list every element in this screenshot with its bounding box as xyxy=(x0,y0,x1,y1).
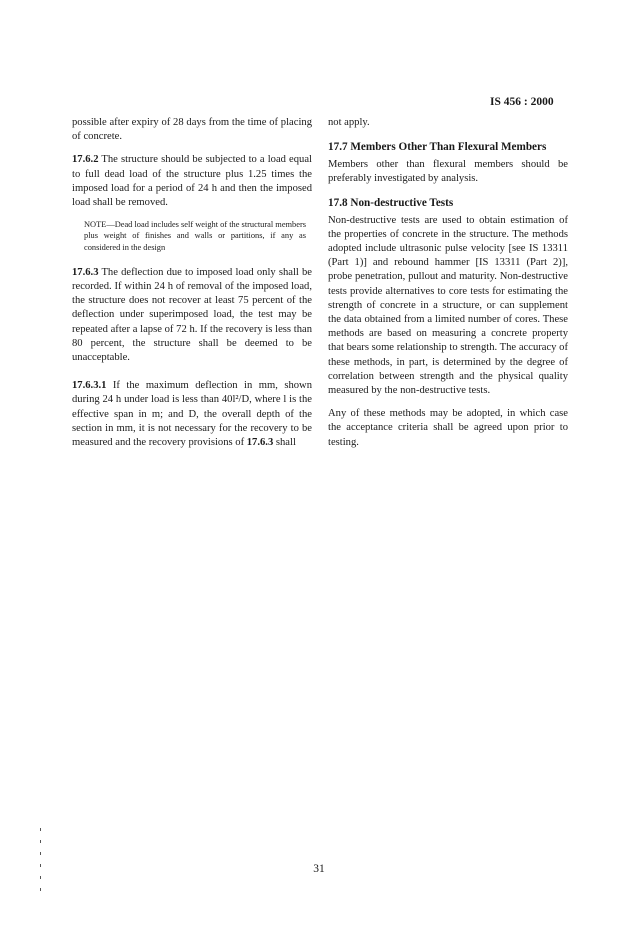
note: NOTE—Dead load includes self weight of the structural members plus weight of finishes and walls or partitions, if any as considered in the design xyxy=(84,220,306,252)
page-number: 31 xyxy=(313,863,325,875)
clause-text: If the maximum deflection in mm, shown during 24 h under load is less than 40l²/D, where l is the effective span in m; and D, the overall depth of the section in mm, it is not necessary for the recovery to be measured and the recovery provisions of xyxy=(72,380,312,449)
left-column xyxy=(72,116,312,459)
clause-number: 17.6.2 xyxy=(72,154,99,166)
clause-reference: 17.6.3 xyxy=(246,437,274,449)
clause-number: 17.6.3 xyxy=(72,266,99,278)
continued-text: not apply. xyxy=(328,117,370,128)
standard-number: IS 456 : 2000 xyxy=(490,96,554,108)
clause-17-6-3 xyxy=(72,266,312,365)
clause-text: The structure should be subjected to a load equal to full dead load of the structure plus 1.25 times the imposed load for a period of 24 h and then the imposed load shall be removed. xyxy=(72,154,312,209)
section-17-7-text: Members other than flexural members should be preferably investigated by analysis. xyxy=(328,159,568,185)
section-17-8-text-2: Any of these methods may be adopted, in which case the acceptance criteria shall be agreed upon prior to testing. xyxy=(328,408,568,448)
clause-17-6-2 xyxy=(72,153,312,210)
intro-paragraph: possible after expiry of 28 days from the time of placing of concrete. xyxy=(72,117,312,143)
section-heading-17-7: 17.7 Members Other Than Flexural Members xyxy=(328,141,547,154)
clause-text-end: shall xyxy=(275,437,296,449)
clause-17-6-3-1 xyxy=(72,379,312,450)
right-column xyxy=(328,116,568,459)
section-17-8-text: Non-destructive tests are used to obtain estimation of the properties of concrete in the structure. The methods adopted include ultrasonic pulse velocity [see IS 13311 (Part 1)] and rebound hammer [IS 13311 (Part 2)], probe penetration, pullout and maturity. Non-destructive tests provide alternatives to core tests for estimating the strength of concrete in a structure, or can supplement the data obtained from a limited number of cores. These methods are based on measuring a concrete property that bears some relationship to strength. The accuracy of these methods, in part, is determined by the degree of correlation between strength and the physical quality measured by the non-destructive tests. xyxy=(328,214,568,397)
section-heading-17-8: 17.8 Non-destructive Tests xyxy=(328,196,454,209)
clause-number: 17.6.3.1 xyxy=(72,380,107,392)
clause-text: The deflection due to imposed load only shall be recorded. If within 24 h of removal of the imposed load, the structure does not recover at least 75 percent of the deflection under superimposed load, the test may be repeated after a lapse of 72 h. If the recovery is less than 80 percent, the structure shall be deemed to be unacceptable. xyxy=(72,266,312,364)
